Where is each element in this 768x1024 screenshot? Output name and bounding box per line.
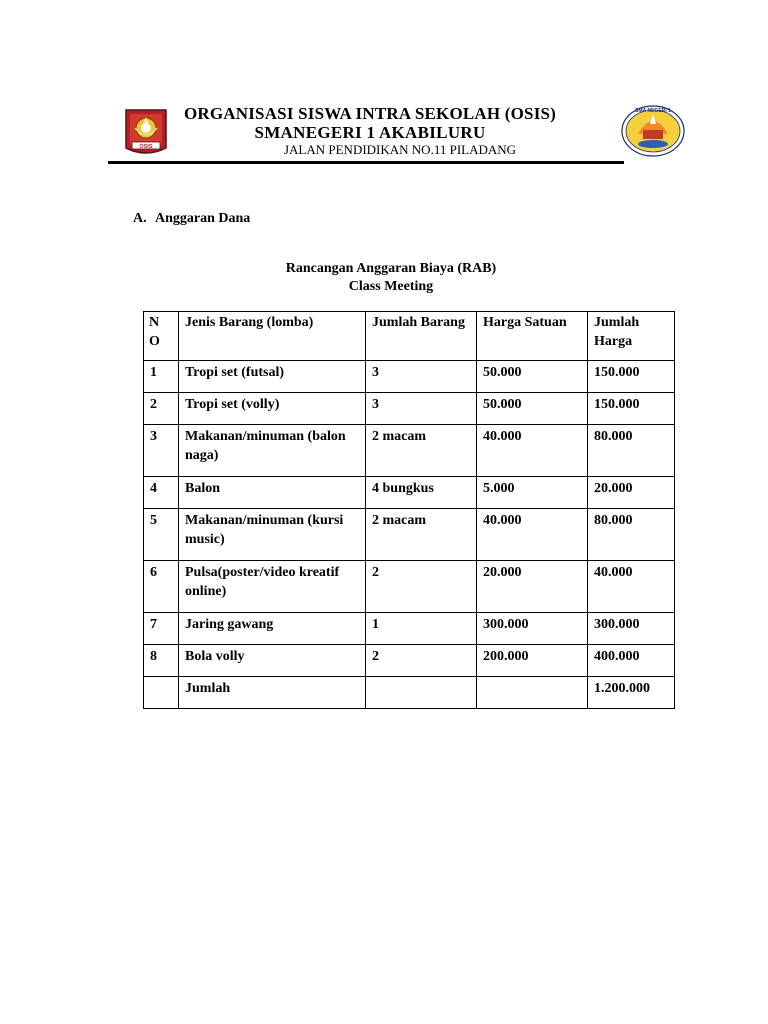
header-total: Jumlah Harga [588,312,675,361]
row-item: Pulsa(poster/video kreatif online) [179,561,366,613]
school-logo-icon [620,104,686,158]
row-qty: 4 bungkus [366,477,477,509]
row-qty: 1 [366,613,477,645]
osis-logo-text: OSIS [139,144,153,150]
row-unit-price: 50.000 [477,393,588,425]
row-item: Makanan/minuman (balon naga) [179,425,366,477]
row-total: 150.000 [588,393,675,425]
row-qty: 2 macam [366,425,477,477]
total-label: Jumlah [179,677,366,709]
organization-name: ORGANISASI SISWA INTRA SEKOLAH (OSIS) [183,104,557,123]
row-item: Makanan/minuman (kursi music) [179,509,366,561]
total-qty-cell [366,677,477,709]
row-item: Tropi set (futsal) [179,361,366,393]
row-total: 80.000 [588,509,675,561]
row-total: 400.000 [588,645,675,677]
grand-total: 1.200.000 [588,677,675,709]
row-no: 2 [144,393,179,425]
table-header-row [144,312,675,361]
table-row [144,361,675,393]
row-unit-price: 50.000 [477,361,588,393]
header-divider [108,161,624,164]
section-marker: A. [133,211,147,226]
total-no-cell [144,677,179,709]
row-total: 300.000 [588,613,675,645]
table-row [144,509,675,561]
header-unit-price: Harga Satuan [477,312,588,361]
row-qty: 2 [366,561,477,613]
table-row [144,477,675,509]
table-row [144,425,675,477]
table-row [144,645,675,677]
row-qty: 2 [366,645,477,677]
table-row [144,561,675,613]
row-total: 20.000 [588,477,675,509]
row-no: 8 [144,645,179,677]
school-address: JALAN PENDIDIKAN NO.11 PILADANG [283,142,517,157]
school-logo-text: SMA NEGERI 1 [635,108,671,114]
table-total-row [144,677,675,709]
row-no: 3 [144,425,179,477]
header-qty: Jumlah Barang [366,312,477,361]
row-total: 80.000 [588,425,675,477]
section-heading [133,211,250,227]
table-row [144,613,675,645]
row-no: 1 [144,361,179,393]
row-qty: 2 macam [366,509,477,561]
header-no: N O [144,312,179,361]
table-title: Rancangan Anggaran Biaya (RAB) [285,261,497,276]
row-no: 6 [144,561,179,613]
table-subtitle: Class Meeting [348,279,434,294]
row-total: 150.000 [588,361,675,393]
row-qty: 3 [366,361,477,393]
row-no: 5 [144,509,179,561]
row-item: Tropi set (volly) [179,393,366,425]
row-no: 4 [144,477,179,509]
table-body [144,361,675,709]
row-item: Balon [179,477,366,509]
row-unit-price: 20.000 [477,561,588,613]
table-row [144,393,675,425]
section-title: Anggaran Dana [155,211,251,226]
row-total: 40.000 [588,561,675,613]
row-qty: 3 [366,393,477,425]
row-item: Jaring gawang [179,613,366,645]
osis-logo-icon [123,108,169,158]
header-item: Jenis Barang (lomba) [179,312,366,361]
row-unit-price: 40.000 [477,509,588,561]
row-no: 7 [144,613,179,645]
total-unit-cell [477,677,588,709]
row-unit-price: 5.000 [477,477,588,509]
school-name: SMANEGERI 1 AKABILURU [254,123,486,142]
row-unit-price: 200.000 [477,645,588,677]
row-unit-price: 40.000 [477,425,588,477]
row-unit-price: 300.000 [477,613,588,645]
budget-table [143,311,675,709]
row-item: Bola volly [179,645,366,677]
